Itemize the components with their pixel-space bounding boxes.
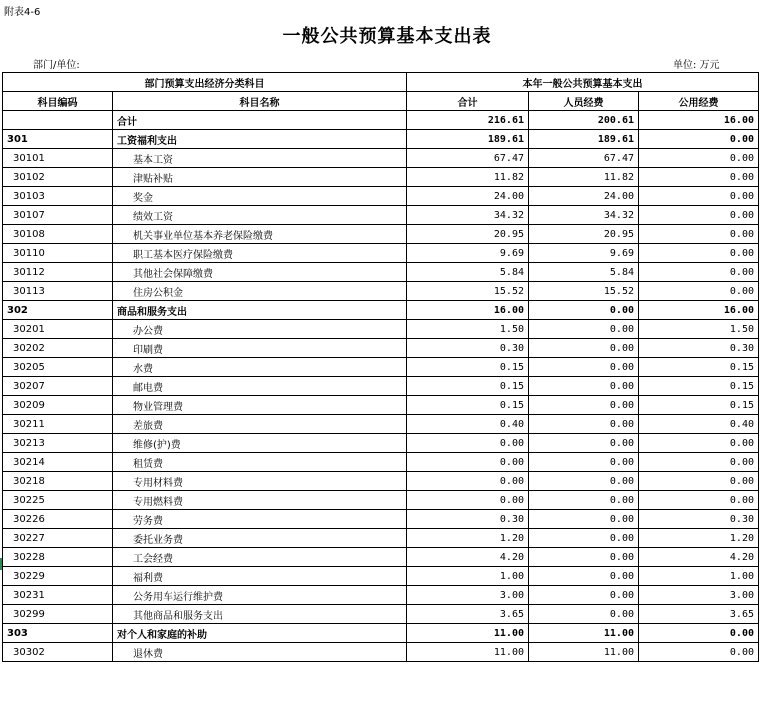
cell-personnel[interactable]: 0.00 <box>529 586 639 605</box>
cell-code[interactable]: 30218 <box>3 472 113 491</box>
cell-code[interactable]: 30227 <box>3 529 113 548</box>
cell-personnel[interactable]: 67.47 <box>529 149 639 168</box>
cell-public[interactable]: 1.20 <box>639 529 759 548</box>
cell-public[interactable]: 4.20 <box>639 548 759 567</box>
cell-personnel[interactable]: 0.00 <box>529 491 639 510</box>
cell-name[interactable]: 机关事业单位基本养老保险缴费 <box>113 225 407 244</box>
cell-total[interactable]: 0.00 <box>407 434 529 453</box>
cell-personnel[interactable]: 34.32 <box>529 206 639 225</box>
table-row <box>3 396 759 415</box>
cell-total[interactable]: 0.00 <box>407 453 529 472</box>
cell-name[interactable]: 差旅费 <box>113 415 407 434</box>
cell-total[interactable]: 11.82 <box>407 168 529 187</box>
cell-code[interactable]: 30213 <box>3 434 113 453</box>
currency-unit-label: 单位: 万元 <box>673 60 720 71</box>
cell-name[interactable]: 工资福利支出 <box>113 130 407 149</box>
cell-code[interactable]: 30214 <box>3 453 113 472</box>
cell-public[interactable]: 0.00 <box>639 643 759 662</box>
cell-personnel[interactable]: 0.00 <box>529 377 639 396</box>
cell-total[interactable]: 4.20 <box>407 548 529 567</box>
table-row <box>3 643 759 662</box>
cell-public[interactable]: 1.50 <box>639 320 759 339</box>
cell-code[interactable]: 30202 <box>3 339 113 358</box>
cell-public[interactable]: 0.00 <box>639 225 759 244</box>
cell-total[interactable]: 1.20 <box>407 529 529 548</box>
cell-name[interactable]: 水费 <box>113 358 407 377</box>
cell-code[interactable]: 30225 <box>3 491 113 510</box>
cell-personnel[interactable]: 0.00 <box>529 510 639 529</box>
table-row <box>3 472 759 491</box>
cell-total[interactable]: 3.65 <box>407 605 529 624</box>
column-header-personnel[interactable]: 人员经费 <box>529 92 639 111</box>
cell-public[interactable]: 0.00 <box>639 434 759 453</box>
cell-public[interactable]: 16.00 <box>639 111 759 130</box>
cell-total[interactable]: 0.00 <box>407 491 529 510</box>
table-row <box>3 244 759 263</box>
cell-name[interactable]: 基本工资 <box>113 149 407 168</box>
cell-code[interactable]: 30113 <box>3 282 113 301</box>
cell-code[interactable]: 30228 <box>3 548 113 567</box>
table-row <box>3 586 759 605</box>
cell-total[interactable]: 189.61 <box>407 130 529 149</box>
cell-name[interactable]: 印刷费 <box>113 339 407 358</box>
budget-table <box>2 72 759 662</box>
cell-public[interactable]: 0.30 <box>639 510 759 529</box>
table-row <box>3 149 759 168</box>
cell-code[interactable]: 30211 <box>3 415 113 434</box>
cell-total[interactable]: 0.00 <box>407 472 529 491</box>
cell-code[interactable]: 30226 <box>3 510 113 529</box>
cell-name[interactable]: 其他商品和服务支出 <box>113 605 407 624</box>
column-header-name[interactable]: 科目名称 <box>113 92 407 111</box>
cell-name[interactable]: 物业管理费 <box>113 396 407 415</box>
cell-total[interactable]: 0.30 <box>407 339 529 358</box>
cell-personnel[interactable]: 0.00 <box>529 358 639 377</box>
column-header-code[interactable]: 科目编码 <box>3 92 113 111</box>
cell-personnel[interactable]: 0.00 <box>529 605 639 624</box>
table-row <box>3 301 759 320</box>
cell-total[interactable]: 0.15 <box>407 358 529 377</box>
cell-name[interactable]: 专用材料费 <box>113 472 407 491</box>
table-number-label: 附表4-6 <box>4 7 41 18</box>
cell-public[interactable]: 0.00 <box>639 168 759 187</box>
cell-name[interactable]: 工会经费 <box>113 548 407 567</box>
cell-personnel[interactable]: 11.00 <box>529 624 639 643</box>
cell-personnel[interactable]: 0.00 <box>529 567 639 586</box>
table-column-header-row <box>3 92 759 111</box>
cell-public[interactable]: 0.00 <box>639 282 759 301</box>
table-body <box>3 111 759 662</box>
cell-name[interactable]: 退休费 <box>113 643 407 662</box>
cell-public[interactable]: 0.00 <box>639 491 759 510</box>
cell-personnel[interactable]: 11.82 <box>529 168 639 187</box>
cell-total[interactable]: 0.15 <box>407 377 529 396</box>
cell-name[interactable]: 奖金 <box>113 187 407 206</box>
cell-name[interactable]: 租赁费 <box>113 453 407 472</box>
cell-total[interactable]: 34.32 <box>407 206 529 225</box>
table-row <box>3 263 759 282</box>
table-row <box>3 415 759 434</box>
table-row <box>3 168 759 187</box>
cell-name[interactable]: 对个人和家庭的补助 <box>113 624 407 643</box>
table-row <box>3 130 759 149</box>
cell-name[interactable]: 维修(护)费 <box>113 434 407 453</box>
cell-total[interactable]: 216.61 <box>407 111 529 130</box>
cell-name[interactable]: 公务用车运行维护费 <box>113 586 407 605</box>
cell-total[interactable]: 67.47 <box>407 149 529 168</box>
cell-code[interactable] <box>3 111 113 130</box>
department-label: 部门/单位: <box>33 60 80 71</box>
cell-personnel[interactable]: 200.61 <box>529 111 639 130</box>
table-row <box>3 624 759 643</box>
group-header-classification[interactable]: 部门预算支出经济分类科目 <box>3 73 407 92</box>
cell-total[interactable]: 0.40 <box>407 415 529 434</box>
cell-code[interactable]: 30205 <box>3 358 113 377</box>
cell-name[interactable]: 邮电费 <box>113 377 407 396</box>
cell-personnel[interactable]: 15.52 <box>529 282 639 301</box>
cell-public[interactable]: 16.00 <box>639 301 759 320</box>
table-row <box>3 358 759 377</box>
cell-public[interactable]: 0.30 <box>639 339 759 358</box>
cell-code[interactable]: 30110 <box>3 244 113 263</box>
cell-public[interactable]: 3.00 <box>639 586 759 605</box>
table-row <box>3 187 759 206</box>
cell-public[interactable]: 0.00 <box>639 206 759 225</box>
cell-personnel[interactable]: 189.61 <box>529 130 639 149</box>
cell-name[interactable]: 津贴补贴 <box>113 168 407 187</box>
cell-code[interactable]: 30302 <box>3 643 113 662</box>
table-row <box>3 529 759 548</box>
cell-total[interactable]: 24.00 <box>407 187 529 206</box>
cell-public[interactable]: 0.00 <box>639 472 759 491</box>
cell-code[interactable]: 30201 <box>3 320 113 339</box>
cell-name[interactable]: 委托业务费 <box>113 529 407 548</box>
cell-total[interactable]: 9.69 <box>407 244 529 263</box>
table-row <box>3 282 759 301</box>
cell-personnel[interactable]: 0.00 <box>529 301 639 320</box>
table-row <box>3 491 759 510</box>
cell-total[interactable]: 15.52 <box>407 282 529 301</box>
cell-code[interactable]: 302 <box>3 301 113 320</box>
cell-personnel[interactable]: 5.84 <box>529 263 639 282</box>
cell-public[interactable]: 0.00 <box>639 624 759 643</box>
cell-name[interactable]: 办公费 <box>113 320 407 339</box>
table-row <box>3 320 759 339</box>
cell-public[interactable]: 3.65 <box>639 605 759 624</box>
cell-name[interactable]: 其他社会保障缴费 <box>113 263 407 282</box>
cell-public[interactable]: 0.15 <box>639 377 759 396</box>
cell-name[interactable]: 职工基本医疗保险缴费 <box>113 244 407 263</box>
cell-personnel[interactable]: 0.00 <box>529 472 639 491</box>
cell-name[interactable]: 福利费 <box>113 567 407 586</box>
cell-personnel[interactable]: 0.00 <box>529 320 639 339</box>
cell-public[interactable]: 0.00 <box>639 244 759 263</box>
table-row <box>3 567 759 586</box>
cell-public[interactable]: 0.00 <box>639 187 759 206</box>
cell-name[interactable]: 住房公积金 <box>113 282 407 301</box>
cell-code[interactable]: 30299 <box>3 605 113 624</box>
table-row <box>3 339 759 358</box>
cell-name[interactable]: 商品和服务支出 <box>113 301 407 320</box>
cell-personnel[interactable]: 0.00 <box>529 415 639 434</box>
cell-name[interactable]: 专用燃料费 <box>113 491 407 510</box>
column-header-public[interactable]: 公用经费 <box>639 92 759 111</box>
cell-personnel[interactable]: 0.00 <box>529 396 639 415</box>
cell-code[interactable]: 30107 <box>3 206 113 225</box>
cell-code[interactable]: 30103 <box>3 187 113 206</box>
cell-code[interactable]: 301 <box>3 130 113 149</box>
cell-public[interactable]: 1.00 <box>639 567 759 586</box>
cell-code[interactable]: 30112 <box>3 263 113 282</box>
cell-public[interactable]: 0.15 <box>639 358 759 377</box>
cell-code[interactable]: 30231 <box>3 586 113 605</box>
cell-total[interactable]: 11.00 <box>407 643 529 662</box>
cell-personnel[interactable]: 0.00 <box>529 339 639 358</box>
cell-personnel[interactable]: 0.00 <box>529 548 639 567</box>
cell-name[interactable]: 绩效工资 <box>113 206 407 225</box>
table-row <box>3 510 759 529</box>
cell-total[interactable]: 20.95 <box>407 225 529 244</box>
table-row <box>3 605 759 624</box>
table-row <box>3 111 759 130</box>
cell-personnel[interactable]: 11.00 <box>529 643 639 662</box>
cell-code[interactable]: 30207 <box>3 377 113 396</box>
cell-personnel[interactable]: 20.95 <box>529 225 639 244</box>
cell-personnel[interactable]: 24.00 <box>529 187 639 206</box>
cell-public[interactable]: 0.15 <box>639 396 759 415</box>
cell-code[interactable]: 30101 <box>3 149 113 168</box>
table-row <box>3 225 759 244</box>
cell-personnel[interactable]: 0.00 <box>529 434 639 453</box>
table-row <box>3 548 759 567</box>
group-header-basic-expenditure[interactable]: 本年一般公共预算基本支出 <box>407 73 759 92</box>
cell-public[interactable]: 0.00 <box>639 453 759 472</box>
cell-total[interactable]: 3.00 <box>407 586 529 605</box>
table-row <box>3 206 759 225</box>
cell-personnel[interactable]: 0.00 <box>529 529 639 548</box>
cell-total[interactable]: 1.00 <box>407 567 529 586</box>
cell-total[interactable]: 11.00 <box>407 624 529 643</box>
cell-total[interactable]: 16.00 <box>407 301 529 320</box>
cell-code[interactable]: 303 <box>3 624 113 643</box>
cell-name[interactable]: 劳务费 <box>113 510 407 529</box>
cell-public[interactable]: 0.00 <box>639 130 759 149</box>
column-header-total[interactable]: 合计 <box>407 92 529 111</box>
cell-code[interactable]: 30108 <box>3 225 113 244</box>
table-row <box>3 453 759 472</box>
cell-personnel[interactable]: 0.00 <box>529 453 639 472</box>
cell-code[interactable]: 30102 <box>3 168 113 187</box>
cell-name[interactable]: 合计 <box>113 111 407 130</box>
cell-code[interactable]: 30209 <box>3 396 113 415</box>
cell-total[interactable]: 0.15 <box>407 396 529 415</box>
cell-public[interactable]: 0.40 <box>639 415 759 434</box>
cell-public[interactable]: 0.00 <box>639 263 759 282</box>
cell-total[interactable]: 1.50 <box>407 320 529 339</box>
cell-code[interactable]: 30229 <box>3 567 113 586</box>
table-row <box>3 434 759 453</box>
page-title: 一般公共预算基本支出表 <box>282 26 492 47</box>
cell-total[interactable]: 5.84 <box>407 263 529 282</box>
cell-personnel[interactable]: 9.69 <box>529 244 639 263</box>
cell-public[interactable]: 0.00 <box>639 149 759 168</box>
table-group-header-row <box>3 73 759 92</box>
cell-total[interactable]: 0.30 <box>407 510 529 529</box>
table-row <box>3 377 759 396</box>
